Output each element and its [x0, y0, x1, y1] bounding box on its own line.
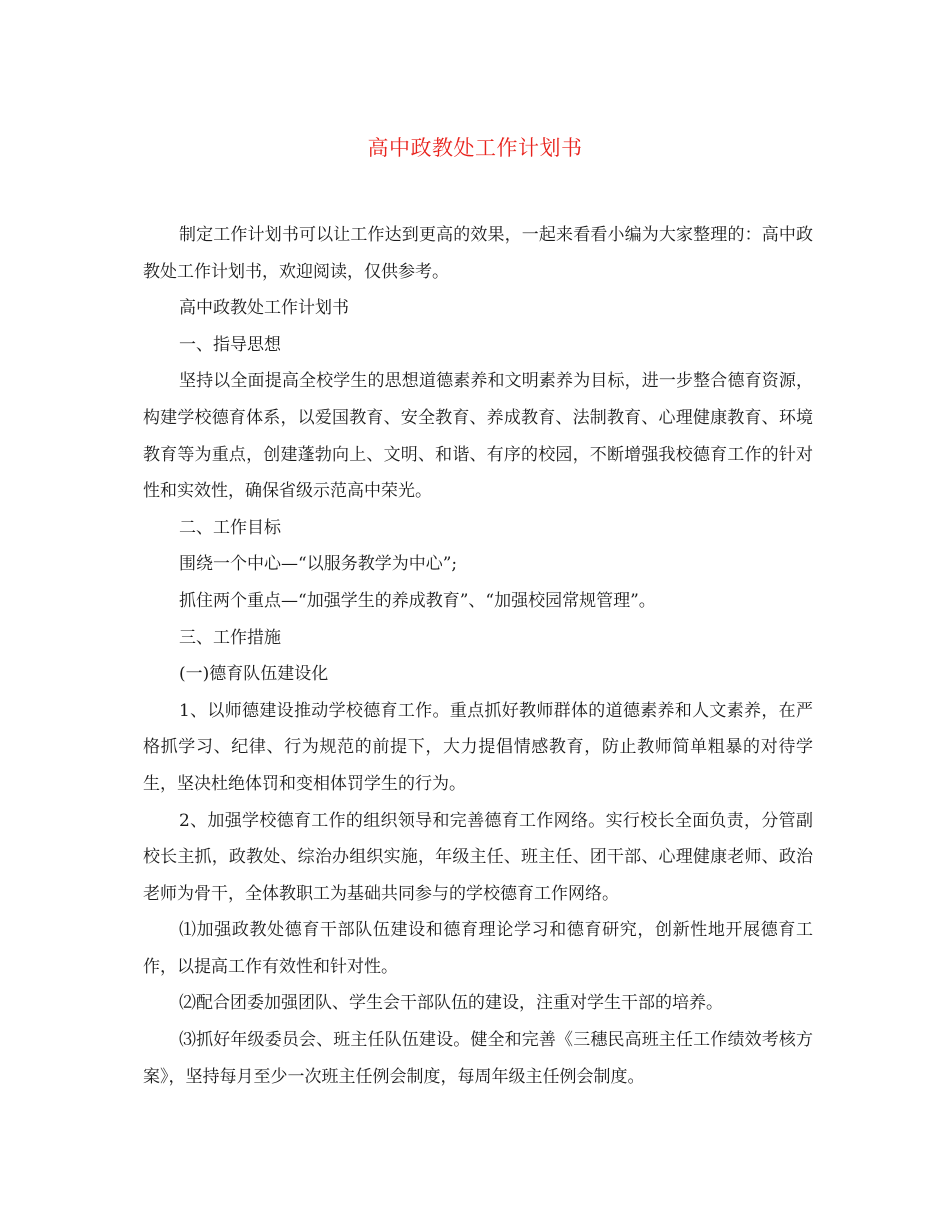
subsection-heading-team-building: (一)德育队伍建设化: [179, 664, 329, 685]
section-heading-work-goals: 二、工作目标: [179, 517, 281, 538]
section-heading-guiding-thought: 一、指导思想: [179, 334, 281, 355]
measure-item-2: ⑵配合团委加强团队、学生会干部队伍的建设，注重对学生干部的培养。: [179, 993, 723, 1014]
measure-paragraph-1: 1、以师德建设推动学校德育工作。重点抓好教师群体的道德素养和人文素养，在严格抓学习、纪律、行为规范的前提下，大力提倡情感教育，防止教师简单粗暴的对待学生，坚决杜绝体罚和变相体罚学生的行为。: [143, 700, 813, 794]
subtitle-paragraph: 高中政教处工作计划书: [179, 298, 349, 319]
guiding-thought-paragraph: 坚持以全面提高全校学生的思想道德素养和文明素养为目标，进一步整合德育资源，构建学校德育体系，以爱国教育、安全教育、养成教育、法制教育、心理健康教育、环境教育等为重点，创建蓬勃向上、文明、和谐、有序的校园，不断增强我校德育工作的针对性和实效性，确保省级示范高中荣光。: [143, 371, 813, 502]
intro-paragraph: 制定工作计划书可以让工作达到更高的效果，一起来看看小编为大家整理的：高中政教处工作计划书，欢迎阅读，仅供参考。: [143, 225, 813, 282]
section-heading-work-measures: 三、工作措施: [179, 627, 281, 648]
measure-paragraph-2: 2、加强学校德育工作的组织领导和完善德育工作网络。实行校长全面负责，分管副校长主抓，政教处、综治办组织实施，年级主任、班主任、团干部、心理健康老师、政治老师为骨干，全体教职工为基础共同参与的学校德育工作网络。: [143, 810, 813, 904]
document-body: [143, 217, 813, 1095]
goal-one-center: 围绕一个中心—“以服务教学为中心”;: [179, 554, 458, 575]
document-title: 高中政教处工作计划书: [367, 136, 583, 160]
goal-two-focus: 抓住两个重点—“加强学生的养成教育”、“加强校园常规管理”。: [179, 590, 656, 611]
measure-item-3: ⑶抓好年级委员会、班主任队伍建设。健全和完善《三穗民高班主任工作绩效考核方案》，坚持每月至少一次班主任例会制度，每周年级主任例会制度。: [143, 1030, 813, 1087]
measure-item-1: ⑴加强政教处德育干部队伍建设和德育理论学习和德育研究，创新性地开展德育工作，以提高工作有效性和针对性。: [143, 920, 813, 977]
